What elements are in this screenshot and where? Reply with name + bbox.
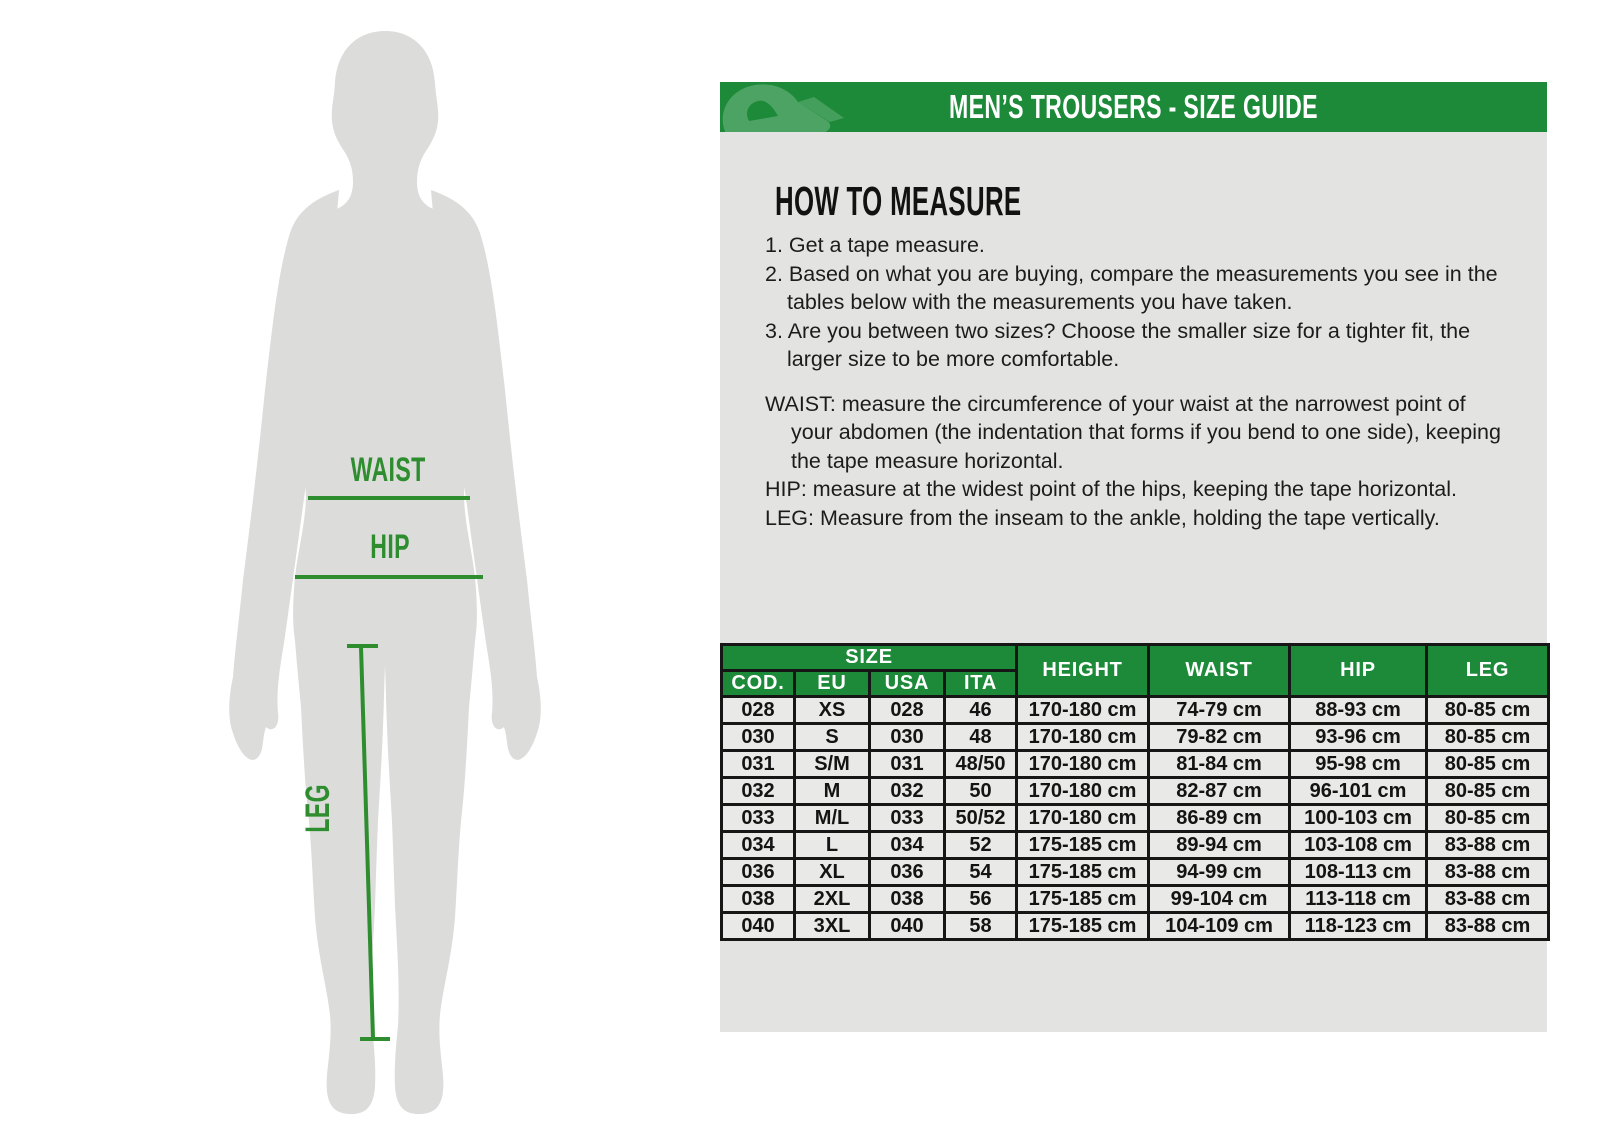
size-table-row bbox=[722, 886, 1549, 913]
size-table-row bbox=[722, 859, 1549, 886]
table-cell: 3XL bbox=[795, 913, 870, 940]
table-cell: 99-104 cm bbox=[1149, 886, 1290, 913]
table-cell: 79-82 cm bbox=[1149, 724, 1290, 751]
table-cell: XL bbox=[795, 859, 870, 886]
table-cell: 96-101 cm bbox=[1290, 778, 1427, 805]
table-cell: 46 bbox=[945, 697, 1017, 724]
table-cell: 108-113 cm bbox=[1290, 859, 1427, 886]
table-cell: 89-94 cm bbox=[1149, 832, 1290, 859]
table-cell: 74-79 cm bbox=[1149, 697, 1290, 724]
waist-column-header: WAIST bbox=[1149, 645, 1290, 697]
table-cell: 80-85 cm bbox=[1427, 805, 1549, 832]
body-silhouette bbox=[190, 25, 580, 1120]
table-cell: 86-89 cm bbox=[1149, 805, 1290, 832]
size-table-row bbox=[722, 913, 1549, 940]
table-cell: 032 bbox=[722, 778, 795, 805]
size-table-row bbox=[722, 697, 1549, 724]
hip-column-header: HIP bbox=[1290, 645, 1427, 697]
table-cell: 031 bbox=[722, 751, 795, 778]
leg-note: LEG: Measure from the inseam to the ankle, holding the tape vertically. bbox=[765, 505, 1440, 530]
table-cell: 83-88 cm bbox=[1427, 832, 1549, 859]
size-table-row bbox=[722, 724, 1549, 751]
table-cell: 95-98 cm bbox=[1290, 751, 1427, 778]
table-cell: S/M bbox=[795, 751, 870, 778]
size-group-header: SIZE bbox=[722, 645, 1017, 671]
table-cell: 80-85 cm bbox=[1427, 778, 1549, 805]
table-cell: 040 bbox=[722, 913, 795, 940]
table-cell: 033 bbox=[870, 805, 945, 832]
hip-note: HIP: measure at the widest point of the hips, keeping the tape horizontal. bbox=[765, 477, 1457, 501]
measure-step: 1. Get a tape measure. bbox=[765, 233, 985, 257]
table-cell: 030 bbox=[870, 724, 945, 751]
table-cell: 036 bbox=[722, 859, 795, 886]
waist-note: WAIST: measure the circumference of your waist at the narrowest point of your abdomen (the indentation that forms if you bend to one side), keeping the tape measure horizontal. bbox=[765, 391, 1501, 473]
how-to-measure-heading: HOW TO MEASURE bbox=[775, 178, 1022, 224]
table-cell: 030 bbox=[722, 724, 795, 751]
table-cell: 170-180 cm bbox=[1017, 724, 1149, 751]
eu-column-header: EU bbox=[795, 671, 870, 697]
table-cell: 170-180 cm bbox=[1017, 697, 1149, 724]
size-table-row bbox=[722, 805, 1549, 832]
size-table-row bbox=[722, 751, 1549, 778]
table-cell: 038 bbox=[722, 886, 795, 913]
table-cell: 118-123 cm bbox=[1290, 913, 1427, 940]
table-cell: M/L bbox=[795, 805, 870, 832]
table-cell: 175-185 cm bbox=[1017, 886, 1149, 913]
table-cell: S bbox=[795, 724, 870, 751]
table-cell: 80-85 cm bbox=[1427, 724, 1549, 751]
size-table-row bbox=[722, 832, 1549, 859]
table-cell: 2XL bbox=[795, 886, 870, 913]
size-table bbox=[720, 643, 1550, 941]
table-cell: 170-180 cm bbox=[1017, 751, 1149, 778]
waist-label: WAIST bbox=[350, 451, 426, 489]
leg-column-header: LEG bbox=[1427, 645, 1549, 697]
table-cell: 50/52 bbox=[945, 805, 1017, 832]
table-cell: 113-118 cm bbox=[1290, 886, 1427, 913]
usa-column-header: USA bbox=[870, 671, 945, 697]
ita-column-header: ITA bbox=[945, 671, 1017, 697]
table-cell: 103-108 cm bbox=[1290, 832, 1427, 859]
table-cell: 54 bbox=[945, 859, 1017, 886]
table-cell: 82-87 cm bbox=[1149, 778, 1290, 805]
table-cell: 80-85 cm bbox=[1427, 697, 1549, 724]
size-table-row bbox=[722, 778, 1549, 805]
table-cell: 036 bbox=[870, 859, 945, 886]
table-cell: 175-185 cm bbox=[1017, 859, 1149, 886]
table-cell: 80-85 cm bbox=[1427, 751, 1549, 778]
how-to-measure-text bbox=[765, 231, 1513, 532]
size-table-body bbox=[722, 697, 1549, 940]
silhouette-shape bbox=[229, 31, 541, 1114]
table-cell: 81-84 cm bbox=[1149, 751, 1290, 778]
table-cell: 031 bbox=[870, 751, 945, 778]
table-cell: 038 bbox=[870, 886, 945, 913]
table-cell: 033 bbox=[722, 805, 795, 832]
table-cell: M bbox=[795, 778, 870, 805]
table-cell: 028 bbox=[870, 697, 945, 724]
table-cell: 94-99 cm bbox=[1149, 859, 1290, 886]
hip-label: HIP bbox=[370, 528, 410, 566]
table-cell: 040 bbox=[870, 913, 945, 940]
table-cell: 028 bbox=[722, 697, 795, 724]
table-cell: 170-180 cm bbox=[1017, 778, 1149, 805]
table-cell: 83-88 cm bbox=[1427, 913, 1549, 940]
table-cell: 88-93 cm bbox=[1290, 697, 1427, 724]
leg-label: LEG bbox=[299, 783, 337, 833]
table-cell: 50 bbox=[945, 778, 1017, 805]
table-cell: 034 bbox=[722, 832, 795, 859]
table-cell: 175-185 cm bbox=[1017, 832, 1149, 859]
table-cell: 034 bbox=[870, 832, 945, 859]
table-cell: 100-103 cm bbox=[1290, 805, 1427, 832]
table-cell: 56 bbox=[945, 886, 1017, 913]
table-cell: 48 bbox=[945, 724, 1017, 751]
measure-notes bbox=[765, 390, 1513, 533]
table-cell: 48/50 bbox=[945, 751, 1017, 778]
table-cell: 93-96 cm bbox=[1290, 724, 1427, 751]
table-cell: 104-109 cm bbox=[1149, 913, 1290, 940]
table-cell: 170-180 cm bbox=[1017, 805, 1149, 832]
table-cell: 58 bbox=[945, 913, 1017, 940]
measure-step: 3. Are you between two sizes? Choose the smaller size for a tighter fit, the larger size to be more comfortable. bbox=[765, 318, 1471, 371]
height-column-header: HEIGHT bbox=[1017, 645, 1149, 697]
table-cell: 83-88 cm bbox=[1427, 859, 1549, 886]
table-cell: 83-88 cm bbox=[1427, 886, 1549, 913]
table-cell: 52 bbox=[945, 832, 1017, 859]
table-cell: XS bbox=[795, 697, 870, 724]
measure-step: 2. Based on what you are buying, compare the measurements you see in the tables below with the measurements you have taken. bbox=[765, 261, 1498, 314]
guide-panel-header bbox=[720, 82, 1547, 132]
table-cell: L bbox=[795, 832, 870, 859]
panel-title: MEN’S TROUSERS - SIZE GUIDE bbox=[949, 88, 1318, 125]
table-cell: 032 bbox=[870, 778, 945, 805]
table-cell: 175-185 cm bbox=[1017, 913, 1149, 940]
cod-column-header: COD. bbox=[722, 671, 795, 697]
